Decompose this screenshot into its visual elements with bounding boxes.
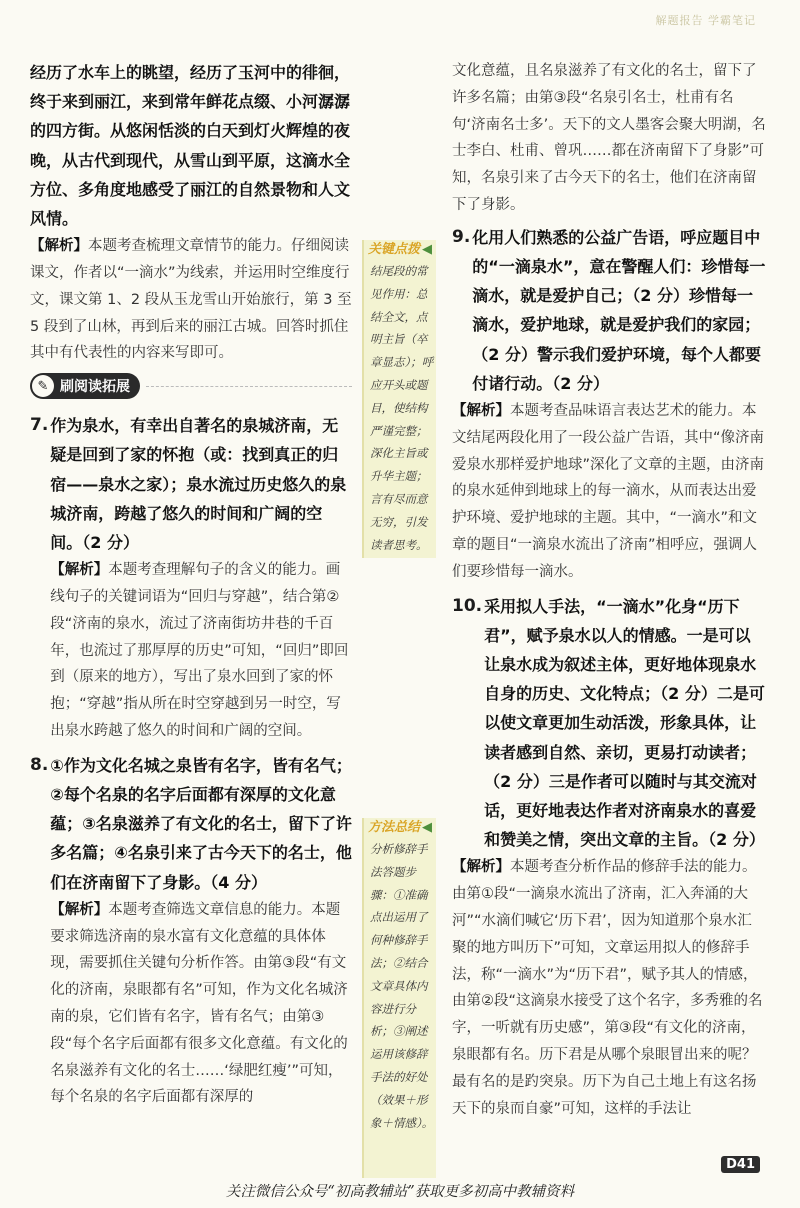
- book-icon: ✎: [32, 375, 54, 397]
- q8-answer: ①作为文化名城之泉皆有名字，皆有名气；②每个名泉的名字后面都有深厚的文化意蕴；③名泉滋养了有文化的名士，留下了许多名篇；④名泉引来了古今天下的名士，他们在济南留下了身影。（4 分）: [50, 755, 352, 892]
- explanation-text: 本题考查筛选文章信息的能力。本题要求筛选济南的泉水富有文化意蕴的具体体现，需要抓住关键句分析作答。由第③段“有文化的济南，泉眼都有名”可知，作为文化名城济南的泉，它们皆有名字，皆有名气；由第③段“每个名字后面都有很多文化意蕴。有文化的名泉滋养有文化的名士……‘绿肥红瘦’”可知，每个名泉的名字后面都有深厚的: [50, 901, 348, 1106]
- q9-explanation: [452, 398, 766, 586]
- question-number: 10.: [452, 595, 483, 616]
- question-9: [452, 223, 766, 398]
- section-header: [30, 373, 352, 399]
- question-8: [30, 751, 352, 1111]
- question-number: 9.: [452, 226, 471, 247]
- section-divider: [146, 386, 352, 387]
- sidebar-title-text: 关键点拨: [367, 242, 420, 257]
- q7-answer: 作为泉水，有幸出自著名的泉城济南，无疑是回到了家的怀抱（或：找到真正的归宿——泉水之家）；泉水流过历史悠久的泉城济南，跨越了悠久的时间和广阔的空间。（2 分）: [50, 416, 347, 553]
- question-7: [30, 411, 352, 745]
- right-column: [452, 58, 766, 1122]
- explanation-text: 本题考查梳理文章情节的能力。仔细阅读课文，作者以“一滴水”为线索，并运用时空维度行文，课文第 1、2 段从玉龙雪山开始旅行，第 3 至 5 段到了山林，再到后来的丽江古城。回答时抓住其中有代表性的内容来写即可。: [30, 238, 352, 362]
- q6-answer-continued: 经历了水车上的眺望，经历了玉河中的徘徊，终于来到丽江，来到常年鲜花点缀、小河潺潺的四方街。从悠闲恬淡的白天到灯火辉煌的夜晚，从古代到现代，从雪山到平原，这滴水全方位、多角度地感受了丽江的自然景物和人文风情。: [30, 63, 351, 229]
- sidebar-method-summary: [362, 818, 436, 1178]
- sidebar-key-tips: [362, 240, 436, 558]
- explanation-tag: 【解析】: [30, 238, 88, 255]
- explanation-tag: 【解析】: [50, 562, 109, 579]
- arrow-left-icon: ◀: [422, 820, 432, 835]
- q10-explanation: [452, 854, 766, 1122]
- running-header: 解题报告 学霸笔记: [655, 14, 756, 27]
- q9-answer: 化用人们熟悉的公益广告语，呼应题目中的“一滴泉水”，意在警醒人们：珍惜每一滴水，就是爱护自己；（2 分）珍惜每一滴水，爱护地球，就是爱护我们的家园；（2 分）警示我们爱护环境，每个人都要付诸行动。（2 分）: [472, 227, 766, 393]
- page-number: D41: [721, 1156, 760, 1173]
- section-badge-label: 刷阅读拓展: [60, 379, 130, 396]
- explanation-tag: 【解析】: [50, 901, 109, 918]
- q8-explanation: [50, 897, 352, 1111]
- sidebar-title: [364, 818, 436, 838]
- explanation-text: 本题考查理解句子的含义的能力。画线句子的关键词语为“回归与穿越”，结合第②段“济南的泉水，流过了济南街坊井巷的千百年，也流过了那厚厚的历史”可知，“回归”即回到（原来的地方），写出了泉水回到了家的怀抱；“穿越”指从所在时空穿越到另一时空，写出泉水跨越了悠久的时间和广阔的空间。: [50, 562, 349, 739]
- explanation-text: 本题考查品味语言表达艺术的能力。本文结尾两段化用了一段公益广告语，其中“像济南爱泉水那样爱护地球”深化了文章的主题，由济南的泉水延伸到地球上的每一滴水，从而表达出爱护环境、爱护地球的主题。其中，“一滴水”和文章的题目“一滴泉水流出了济南”相呼应，强调人们要珍惜每一滴水。: [452, 403, 765, 580]
- sidebar-title: [364, 240, 436, 260]
- question-number: 8.: [30, 754, 49, 775]
- section-badge: [30, 373, 140, 399]
- explanation-text: 本题考查分析作品的修辞手法的能力。由第①段“一滴泉水流出了济南，汇入奔涌的大河”“水滴们喊它‘历下君’，因为知道那个泉水汇聚的地方叫历下”可知，文章运用拟人的修辞手法，称“一滴水”为“历下君”，赋予其人的情感，由第②段“这滴泉水接受了这个名字，多秀雅的名字，一听就有历史感”，第③段“有文化的济南，泉眼都有名。历下君是从哪个泉眼冒出来的呢？最有名的是趵突泉。历下为自己土地上有这名扬天下的泉而自豪”可知，这样的手法让: [452, 859, 763, 1117]
- explanation-tag: 【解析】: [452, 403, 510, 419]
- question-number: 7.: [30, 415, 49, 436]
- sidebar-text: 结尾段的常见作用：总结全文，点明主旨（卒章显志）；呼应开头或题目，使结构严谨完整；深化主旨或升华主题；言有尽而意无穷，引发读者思考。: [370, 264, 434, 552]
- arrow-left-icon: ◀: [422, 242, 432, 257]
- question-10: [452, 592, 766, 855]
- sidebar-title-text: 方法总结: [367, 820, 420, 835]
- explanation-tag: 【解析】: [452, 859, 510, 876]
- q8-explanation-continued: 文化意蕴，且名泉滋养了有文化的名士，留下了许多名篇；由第③段“名泉引名士，杜甫有名句‘济南名士多’。天下的文人墨客会聚大明湖，名士李白、杜甫、曾巩……都在济南留下了身影”可知，名泉引来了古今天下的名士，他们在济南留下了身影。: [452, 63, 766, 213]
- sidebar-text: 分析修辞手法答题步骤：①准确点出运用了何种修辞手法；②结合文章具体内容进行分析；③阐述运用该修辞手法的好处（效果＋形象＋情感）。: [370, 842, 434, 1130]
- q10-answer: 采用拟人手法，“一滴水”化身“历下君”，赋予泉水以人的情感。一是可以让泉水成为叙述主体，更好地体现泉水自身的历史、文化特点；（2 分）二是可以使文章更加生动活泼，形象具体，让读者感到自然、亲切，更易打动读者；（2 分）三是作者可以随时与其交流对话，更好地表达作者对济南泉水的喜爱和赞美之情，突出文章的主旨。（2 分）: [484, 596, 765, 850]
- q7-explanation: [50, 557, 352, 745]
- left-column: [30, 58, 352, 1111]
- footer-note: 关注微信公众号“初高教辅站”获取更多初高中教辅资料: [225, 1184, 575, 1200]
- q6-explanation: [30, 233, 352, 367]
